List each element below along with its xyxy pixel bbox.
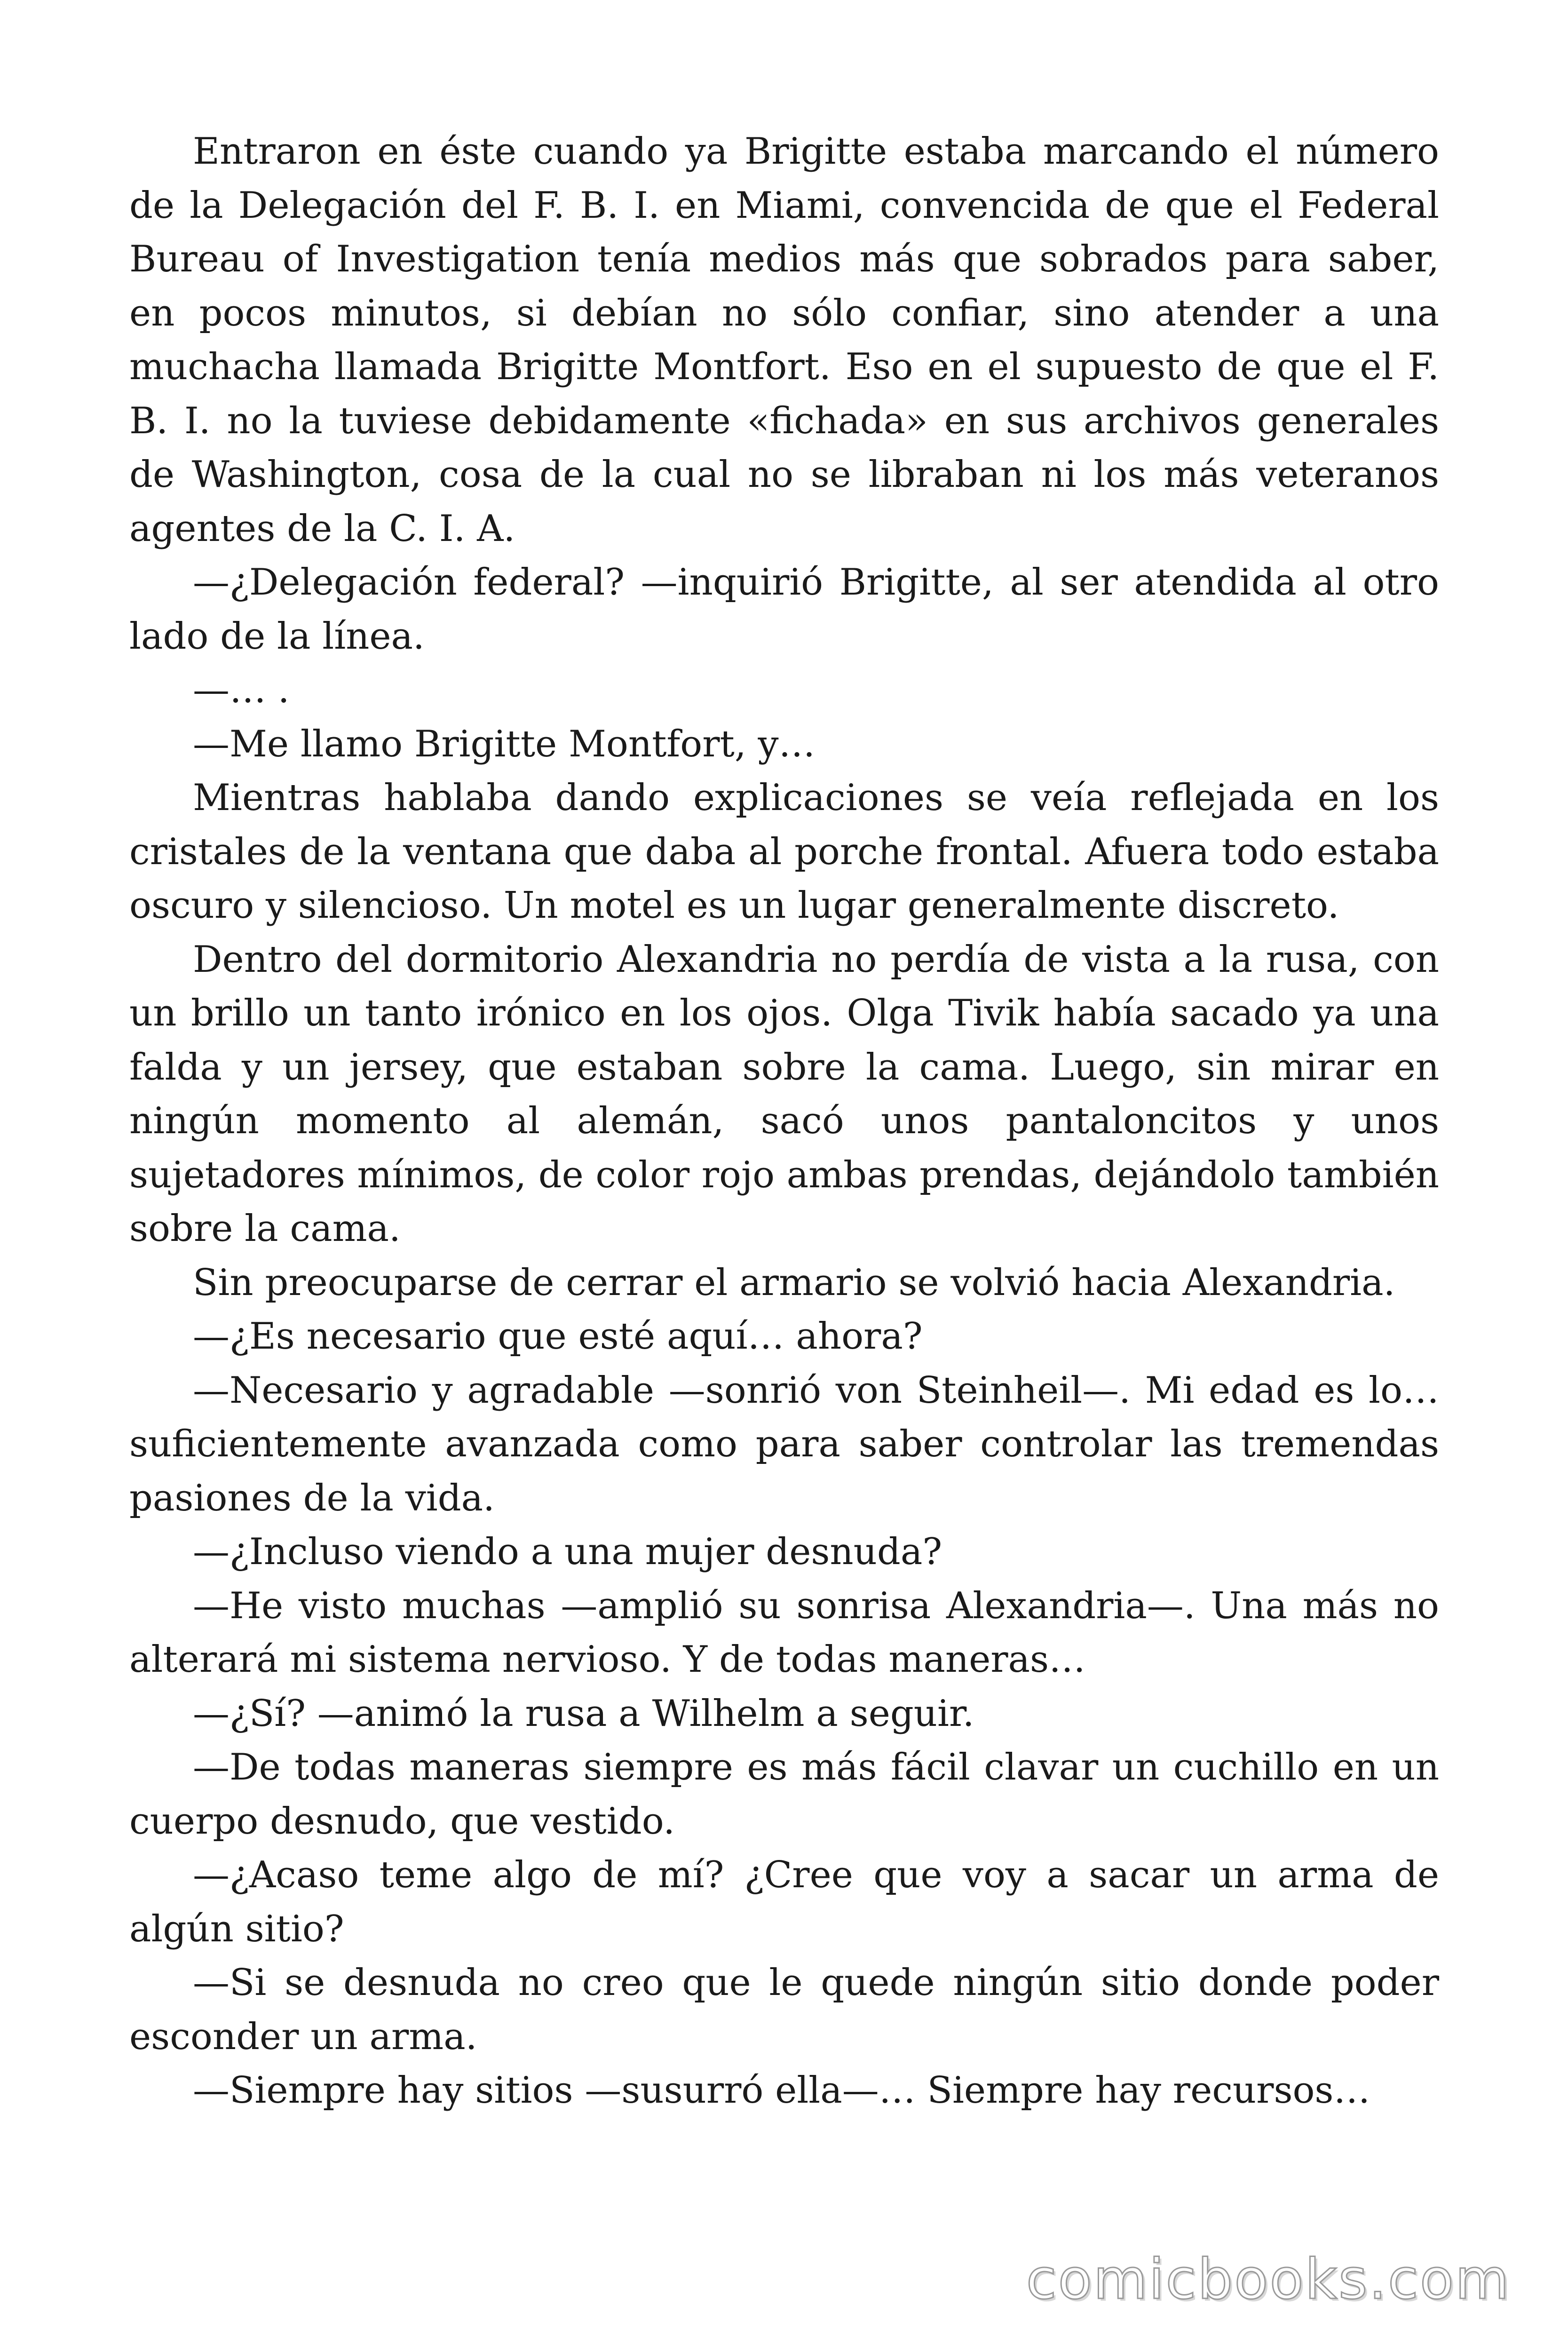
paragraph: —Si se desnuda no creo que le quede ningún sitio donde poder esconder un arma.	[129, 1962, 1439, 2058]
paragraph: Entraron en éste cuando ya Brigitte estaba marcando el número de la Delegación del F. B. I. en Miami, convencida de que el Federal Bureau of Investigation tenía medios más que sobrados para saber, en pocos minutos, si debían no sólo confiar, sino atender a una muchacha llamada Brigitte Montfort. Eso en el supuesto de que el F. B. I. no la tuviese debidamente «fichada» en sus archivos generales de Washington, cosa de la cual no se libraban ni los más veteranos agentes de la C. I. A.	[129, 130, 1439, 550]
paragraph: —¿Delegación federal? —inquirió Brigitte, al ser atendida al otro lado de la línea.	[129, 561, 1439, 658]
paragraph: —De todas maneras siempre es más fácil clavar un cuchillo en un cuerpo desnudo, que vestido.	[129, 1746, 1439, 1843]
paragraph: —¿Sí? —animó la rusa a Wilhelm a seguir.	[193, 1692, 974, 1735]
watermark: comicbooks.com	[1026, 2247, 1511, 2312]
paragraph: —Me llamo Brigitte Montfort, y…	[193, 723, 816, 765]
paragraph: —Necesario y agradable —sonrió von Steinheil—. Mi edad es lo… suficientemente avanzada como para saber controlar las tremendas pasiones de la vida.	[129, 1369, 1439, 1519]
paragraph: —He visto muchas —amplió su sonrisa Alexandria—. Una más no alterará mi sistema nervioso. Y de todas maneras…	[129, 1584, 1439, 1681]
body-text	[129, 125, 1439, 2118]
paragraph: Dentro del dormitorio Alexandria no perdía de vista a la rusa, con un brillo un tanto irónico en los ojos. Olga Tivik había sacado ya una falda y un jersey, que estaban sobre la cama. Luego, sin mirar en ningún momento al alemán, sacó unos pantaloncitos y unos sujetadores mínimos, de color rojo ambas prendas, dejándolo también sobre la cama.	[129, 938, 1439, 1250]
paragraph: —… .	[193, 669, 290, 711]
paragraph: —¿Acaso teme algo de mí? ¿Cree que voy a sacar un arma de algún sitio?	[129, 1854, 1439, 1950]
paragraph: —Siempre hay sitios —susurró ella—… Siempre hay recursos…	[193, 2069, 1370, 2112]
paragraph: —¿Incluso viendo a una mujer desnuda?	[193, 1531, 942, 1573]
paragraph: Mientras hablaba dando explicaciones se veía reflejada en los cristales de la ventana que daba al porche frontal. Afuera todo estaba oscuro y silencioso. Un motel es un lugar generalmente discreto.	[129, 777, 1439, 927]
paragraph: —¿Es necesario que esté aquí… ahora?	[193, 1315, 923, 1358]
paragraph: Sin preocuparse de cerrar el armario se volvió hacia Alexandria.	[193, 1261, 1395, 1304]
